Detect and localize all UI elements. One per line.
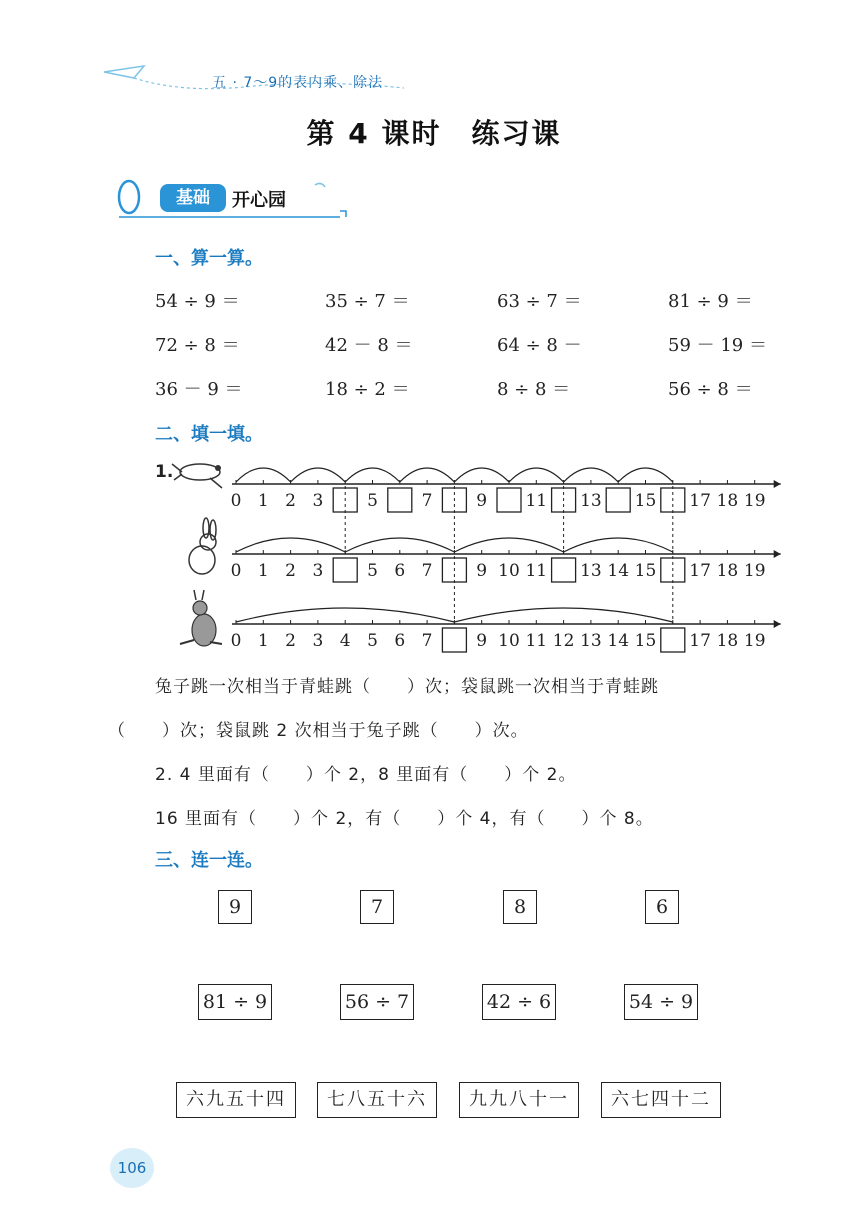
tick-label: 12 — [552, 631, 575, 651]
division-box[interactable]: 81 ÷ 9 — [198, 984, 272, 1020]
tick-label: 14 — [607, 631, 630, 651]
tick-label: 1 — [257, 491, 269, 511]
jump-arc — [564, 468, 619, 482]
tick-label: 6 — [394, 631, 406, 651]
multiplication-rhyme-box[interactable]: 六七四十二 — [601, 1082, 721, 1118]
rabbit-icon — [189, 518, 216, 574]
answer-box[interactable]: 7 — [360, 890, 394, 924]
calc-item: 42 － 8 ＝ — [325, 335, 413, 356]
jump-arc — [400, 468, 455, 482]
tick-label: 2 — [285, 631, 297, 651]
calc-item: 81 ÷ 9 ＝ — [668, 291, 753, 312]
division-box[interactable]: 54 ÷ 9 — [624, 984, 698, 1020]
jump-arc — [291, 468, 346, 482]
calc-item: 36 － 9 ＝ — [155, 379, 243, 400]
answer-box[interactable]: 9 — [218, 890, 252, 924]
answer-box[interactable]: 8 — [503, 890, 537, 924]
jump-arc — [454, 468, 509, 482]
banner-title: 开心园 — [232, 190, 286, 211]
tick-label: 5 — [367, 491, 378, 511]
tick-label: 3 — [312, 491, 324, 511]
number-lines — [170, 450, 790, 660]
tick-label: 9 — [476, 491, 488, 511]
calc-item: 18 ÷ 2 ＝ — [325, 379, 410, 400]
calc-item: 8 ÷ 8 ＝ — [497, 379, 571, 400]
section1-heading: 一、算一算。 — [155, 248, 263, 269]
axis-arrow — [774, 620, 781, 628]
tick-label: 2 — [285, 491, 297, 511]
jump-arc — [236, 468, 291, 482]
tick-label: 5 — [367, 631, 378, 651]
calc-item: 35 ÷ 7 ＝ — [325, 291, 410, 312]
answer-box[interactable]: 6 — [645, 890, 679, 924]
tick-label: 17 — [689, 631, 711, 651]
jump-arc — [454, 608, 672, 622]
blank-box — [442, 628, 466, 652]
section3-heading: 三、连一连。 — [155, 850, 263, 871]
tick-label: 4 — [339, 631, 351, 651]
blank-box — [333, 558, 357, 582]
calc-item: 56 ÷ 8 ＝ — [668, 379, 753, 400]
tick-label: 15 — [634, 491, 657, 511]
tick-label: 13 — [580, 561, 602, 581]
question-2-line-2: 16 里面有（ ）个 2，有（ ）个 4，有（ ）个 8。 — [155, 809, 654, 829]
tick-label: 11 — [525, 561, 548, 581]
tick-label: 11 — [525, 491, 548, 511]
tick-label: 13 — [580, 631, 602, 651]
division-box[interactable]: 56 ÷ 7 — [340, 984, 414, 1020]
chapter-header: 五 · 7～9的表内乘、除法 — [212, 75, 384, 91]
tick-label: 17 — [689, 561, 711, 581]
tick-label: 19 — [743, 631, 766, 651]
tick-label: 3 — [312, 631, 324, 651]
axis-arrow — [774, 480, 781, 488]
multiplication-rhyme-box[interactable]: 九九八十一 — [459, 1082, 579, 1118]
calc-item: 54 ÷ 9 ＝ — [155, 291, 240, 312]
tick-label: 19 — [743, 561, 766, 581]
kangaroo-icon — [180, 590, 222, 646]
banner-badge: 基础 — [160, 184, 226, 212]
question-2-line-1: 2. 4 里面有（ ）个 2，8 里面有（ ）个 2。 — [155, 765, 577, 785]
calc-item: 64 ÷ 8 － — [497, 335, 582, 356]
question-1-label: 1. — [155, 462, 174, 482]
blank-box — [606, 488, 630, 512]
jump-arc — [345, 538, 454, 552]
tick-label: 0 — [230, 631, 242, 651]
blank-box — [497, 488, 521, 512]
jump-arc — [509, 468, 564, 482]
tick-label: 10 — [498, 631, 520, 651]
tick-label: 3 — [312, 561, 324, 581]
axis-arrow — [774, 550, 781, 558]
tick-label: 19 — [743, 491, 766, 511]
tick-label: 11 — [525, 631, 548, 651]
page-number: 106 — [110, 1148, 154, 1188]
tick-label: 7 — [421, 561, 433, 581]
frog-icon — [172, 464, 222, 488]
tick-label: 13 — [580, 491, 602, 511]
tick-label: 7 — [421, 631, 433, 651]
sentence-2: （ ）次；袋鼠跳 2 次相当于兔子跳（ ）次。 — [108, 721, 529, 741]
tick-label: 18 — [716, 631, 739, 651]
jump-arc — [236, 538, 345, 552]
jump-arc — [345, 468, 400, 482]
jump-arc — [618, 468, 673, 482]
tick-label: 10 — [498, 561, 520, 581]
blank-box — [552, 558, 576, 582]
multiplication-rhyme-box[interactable]: 六九五十四 — [176, 1082, 296, 1118]
tick-label: 9 — [476, 631, 488, 651]
tick-label: 15 — [634, 561, 657, 581]
tick-label: 18 — [716, 491, 739, 511]
tick-label: 5 — [367, 561, 378, 581]
tick-label: 0 — [230, 561, 242, 581]
tick-label: 2 — [285, 561, 297, 581]
calc-item: 72 ÷ 8 ＝ — [155, 335, 240, 356]
jump-arc — [564, 538, 673, 552]
section2-heading: 二、填一填。 — [155, 424, 263, 445]
jump-arc — [236, 608, 454, 622]
calc-item: 63 ÷ 7 ＝ — [497, 291, 582, 312]
tick-label: 1 — [257, 631, 269, 651]
page-title: 第 4 课时 练习课 — [306, 117, 562, 150]
tick-label: 7 — [421, 491, 433, 511]
tick-label: 17 — [689, 491, 711, 511]
division-box[interactable]: 42 ÷ 6 — [482, 984, 556, 1020]
tick-label: 15 — [634, 631, 657, 651]
tick-label: 1 — [257, 561, 269, 581]
tick-label: 18 — [716, 561, 739, 581]
jump-arc — [454, 538, 563, 552]
tick-label: 6 — [394, 561, 406, 581]
tick-label: 0 — [230, 491, 242, 511]
blank-box — [661, 628, 685, 652]
sentence-1: 兔子跳一次相当于青蛙跳（ ）次；袋鼠跳一次相当于青蛙跳 — [155, 677, 659, 697]
tick-label: 9 — [476, 561, 488, 581]
blank-box — [388, 488, 412, 512]
tick-label: 14 — [607, 561, 630, 581]
calc-item: 59 － 19 ＝ — [668, 335, 767, 356]
multiplication-rhyme-box[interactable]: 七八五十六 — [317, 1082, 437, 1118]
